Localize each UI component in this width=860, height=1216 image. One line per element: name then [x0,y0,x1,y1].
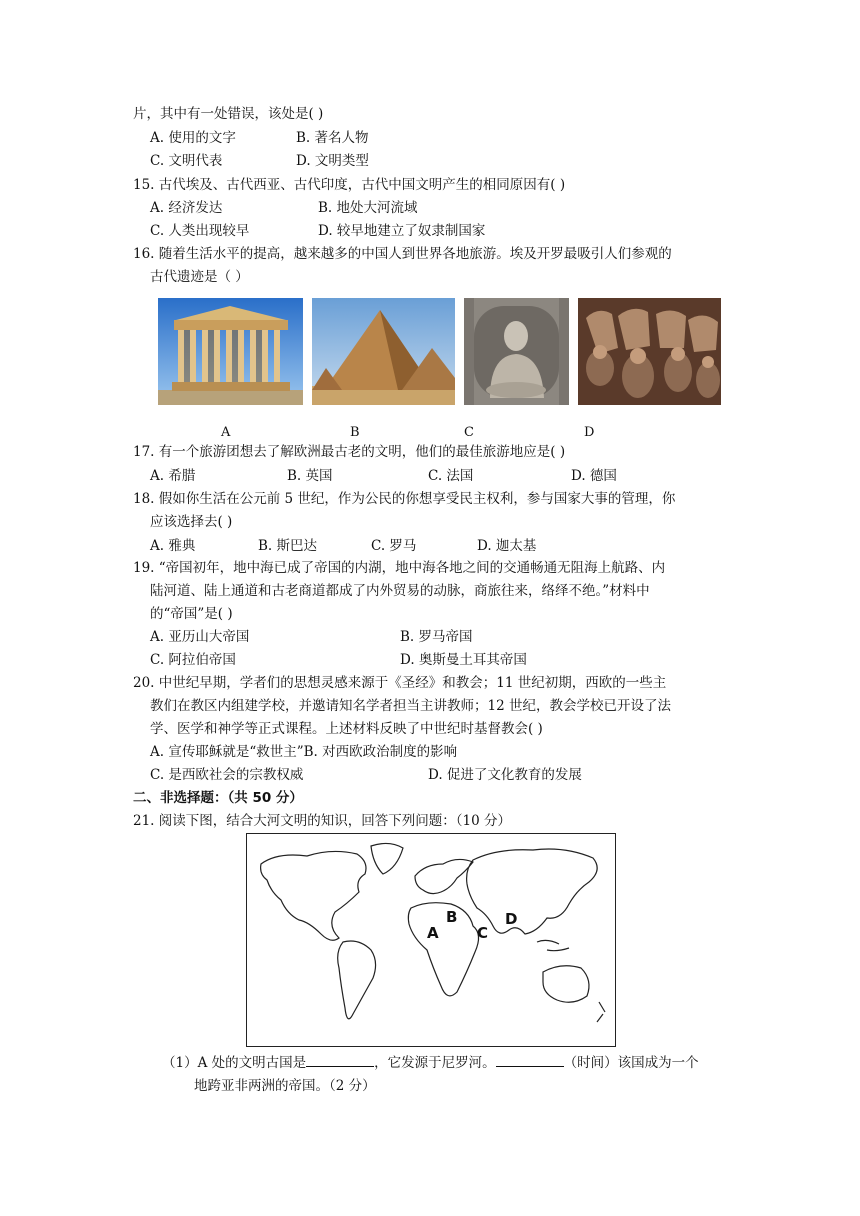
q16-stem-line2: 古代遗迹是（ ） [150,269,249,285]
q21-sub1-part-c: （时间）该国成为一个 [563,1055,699,1071]
terracotta-army-image [578,298,721,405]
map-label-a: A [427,924,439,942]
q18-option-b: B. 斯巴达 [258,538,318,554]
q14-option-a: A. 使用的文字 [150,130,236,146]
map-label-d: D [505,910,518,928]
q20-option-d: D. 促进了文化教育的发展 [428,767,582,783]
pyramids-image [312,298,455,405]
world-map [246,833,616,1047]
q19-stem-line3: 的“帝国”是( ) [150,606,233,622]
q20-option-c: C. 是西欧社会的宗教权威 [150,767,304,783]
q21-sub1-part-b: ，它发源于尼罗河。 [374,1055,496,1071]
q17-option-a: A. 希腊 [150,468,196,484]
q20-stem-line3: 学、医学和神学等正式课程。上述材料反映了中世纪时基督教会( ) [150,721,543,737]
q18-stem-line1: 18. 假如你生活在公元前 5 世纪，作为公民的你想享受民主权利，参与国家大事的管理，你 [133,491,676,507]
q21-sub1-line2: 地跨亚非两洲的帝国。（2 分） [194,1078,376,1094]
q17-option-d: D. 德国 [571,468,617,484]
q15-option-b: B. 地处大河流域 [318,200,418,216]
parthenon-image [158,298,303,405]
q17-option-c: C. 法国 [428,468,474,484]
q18-option-a: A. 雅典 [150,538,196,554]
q14-stem-tail: 片，其中有一处错误，该处是( ) [133,106,324,122]
q16-stem-line1: 16. 随着生活水平的提高，越来越多的中国人到世界各地旅游。埃及开罗最吸引人们参观的 [133,246,672,262]
q18-option-c: C. 罗马 [371,538,417,554]
q21-stem: 21. 阅读下图，结合大河文明的知识，回答下列问题：（10 分） [133,813,511,829]
q15-option-a: A. 经济发达 [150,200,223,216]
q17-option-b: B. 英国 [287,468,333,484]
q20-option-ab: A. 宣传耶稣就是“救世主”B. 对西欧政治制度的影响 [150,744,458,760]
buddha-statue-image [464,298,569,405]
q14-option-d: D. 文明类型 [296,153,369,169]
q19-option-c: C. 阿拉伯帝国 [150,652,236,668]
q18-stem-line2: 应该选择去( ) [150,514,233,530]
q19-stem-line1: 19. “帝国初年，地中海已成了帝国的内湖，地中海各地之间的交通畅通无阻海上航路、内 [133,560,666,576]
map-label-b: B [446,908,458,926]
answer-blank-1[interactable] [306,1054,374,1067]
q17-stem: 17. 有一个旅游团想去了解欧洲最古老的文明，他们的最佳旅游地应是( ) [133,444,566,460]
image-label-a: A [221,425,231,440]
map-label-c: C [477,924,489,942]
image-label-b: B [350,425,360,440]
q19-option-a: A. 亚历山大帝国 [150,629,250,645]
image-label-d: D [584,425,595,440]
q21-sub1-line1 [162,1054,699,1072]
section-heading: 二、非选择题：（共 50 分） [133,790,303,806]
q21-sub1-part-a: （1）A 处的文明古国是 [162,1055,307,1071]
q15-option-c: C. 人类出现较早 [150,223,250,239]
q14-option-c: C. 文明代表 [150,153,223,169]
q20-stem-line1: 20. 中世纪早期，学者们的思想灵感来源于《圣经》和教会；11 世纪初期，西欧的一些主 [133,675,667,691]
image-label-c: C [464,425,474,440]
q19-option-d: D. 奥斯曼土耳其帝国 [400,652,527,668]
q20-stem-line2: 教们在教区内组建学校，并邀请知名学者担当主讲教师；12 世纪，教会学校已开设了法 [150,698,671,714]
q15-stem: 15. 古代埃及、古代西亚、古代印度，古代中国文明产生的相同原因有( ) [133,177,566,193]
q18-option-d: D. 迦太基 [477,538,537,554]
q14-option-b: B. 著名人物 [296,130,369,146]
q19-stem-line2: 陆河道、陆上通道和古老商道都成了内外贸易的动脉，商旅往来，络绎不绝。”材料中 [150,583,650,599]
answer-blank-2[interactable] [496,1054,564,1067]
q15-option-d: D. 较早地建立了奴隶制国家 [318,223,486,239]
q19-option-b: B. 罗马帝国 [400,629,473,645]
